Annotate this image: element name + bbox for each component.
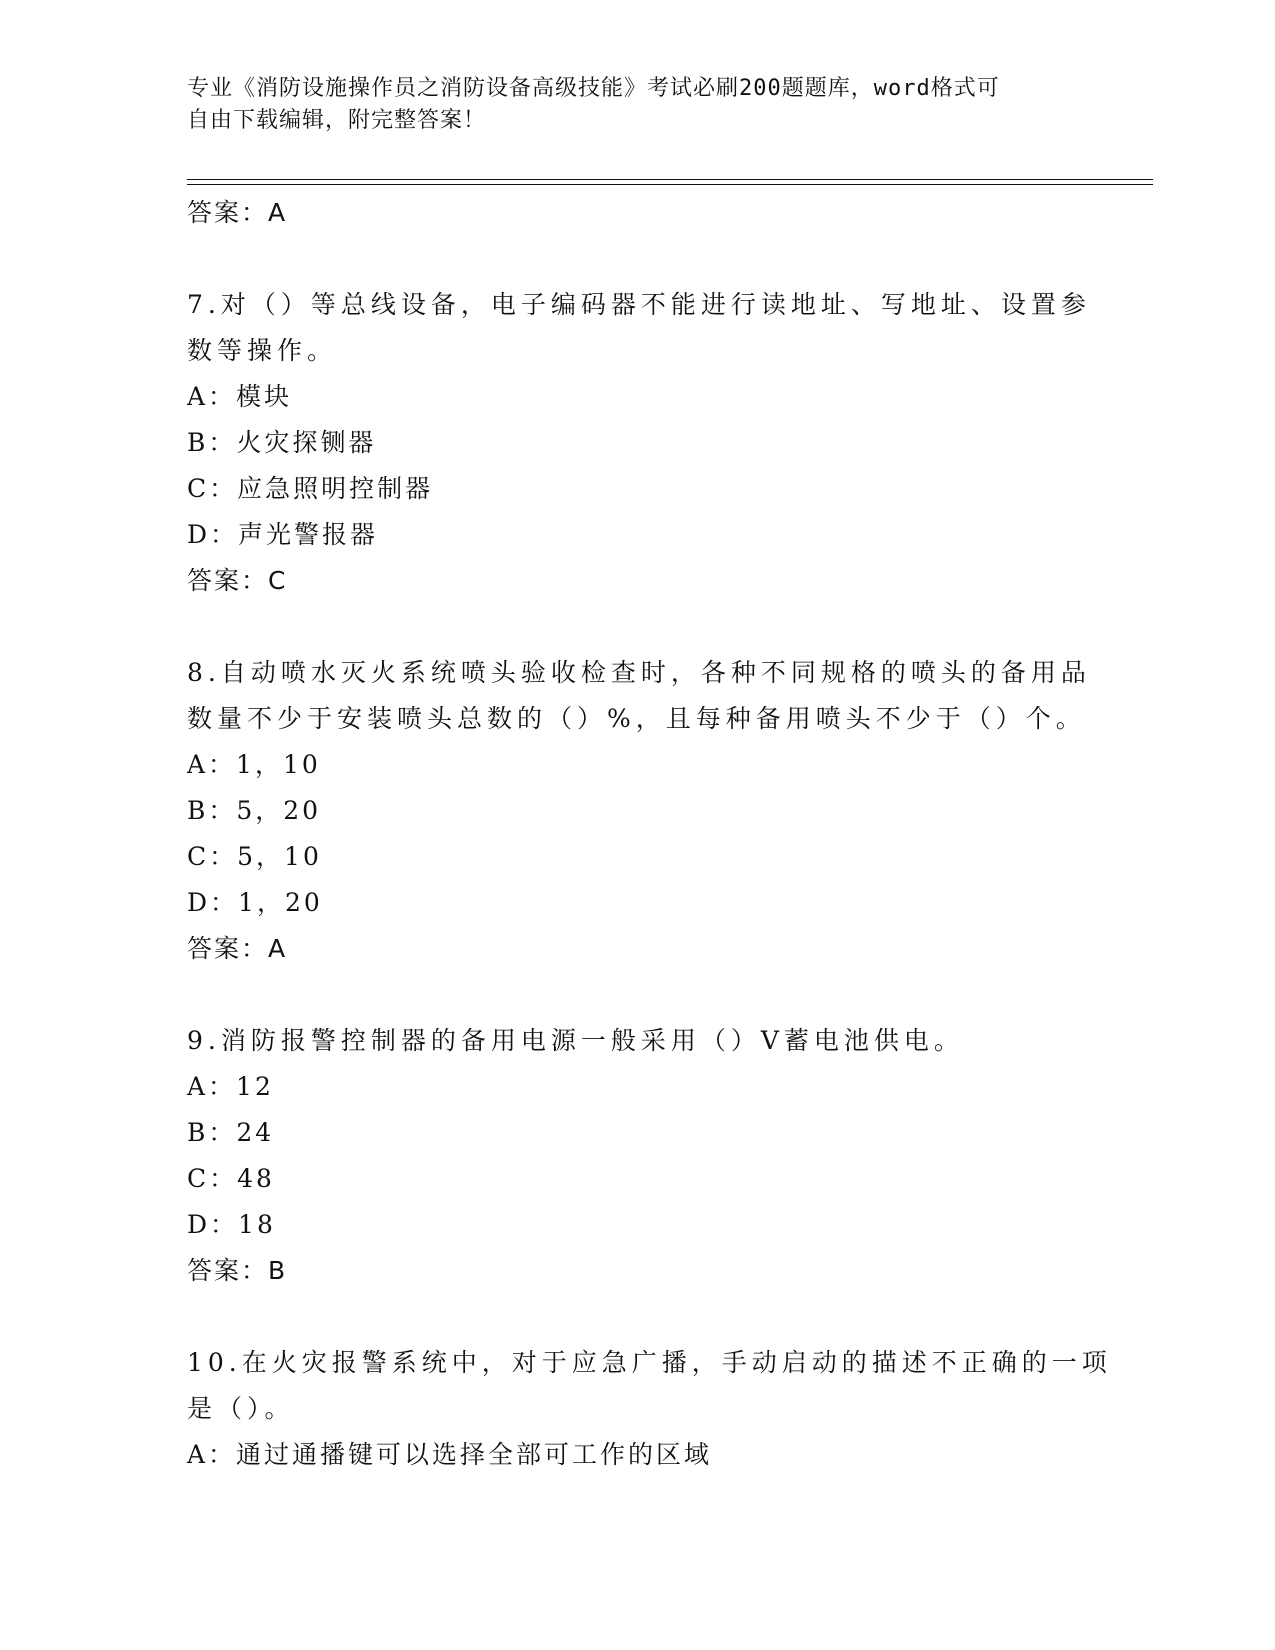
option-b: B：火灾探铡器 bbox=[187, 428, 377, 457]
question-content bbox=[187, 190, 1112, 1478]
question-text: 是（）。 bbox=[187, 1394, 295, 1423]
spacer bbox=[187, 236, 1087, 282]
option-b: B：24 bbox=[187, 1118, 275, 1147]
option-d: D：声光警报器 bbox=[187, 520, 379, 549]
question-text: 8.自动喷水灭火系统喷头验收检查时，各种不同规格的喷头的备用品 bbox=[187, 658, 1091, 687]
header-line-1: 专业《消防设施操作员之消防设备高级技能》考试必刷200题题库，word格式可 bbox=[187, 76, 1000, 101]
header-divider-top bbox=[187, 179, 1153, 180]
header-divider-bottom bbox=[187, 184, 1153, 185]
header-line-2: 自由下载编辑，附完整答案！ bbox=[187, 108, 487, 133]
option-c: C：5，10 bbox=[187, 842, 322, 871]
question-text: 数量不少于安装喷头总数的（）%，且每种备用喷头不少于（）个。 bbox=[187, 704, 1086, 733]
document-header bbox=[187, 73, 1067, 137]
question-text: 7.对（）等总线设备，电子编码器不能进行读地址、写地址、设置参 bbox=[187, 290, 1091, 319]
option-a: A：12 bbox=[187, 1072, 274, 1101]
question-text: 10.在火灾报警系统中，对于应急广播，手动启动的描述不正确的一项 bbox=[187, 1348, 1112, 1377]
option-b: B：5，20 bbox=[187, 796, 322, 825]
answer-label: 答案：A bbox=[187, 198, 288, 227]
spacer bbox=[187, 972, 1087, 1018]
answer-label: 答案：B bbox=[187, 1256, 288, 1285]
question-9 bbox=[187, 1018, 1087, 1294]
option-c: C：48 bbox=[187, 1164, 275, 1193]
option-a: A：通过通播键可以选择全部可工作的区域 bbox=[187, 1440, 713, 1469]
question-8 bbox=[187, 650, 1091, 972]
spacer bbox=[187, 1294, 1087, 1340]
option-d: D：18 bbox=[187, 1210, 276, 1239]
option-c: C：应急照明控制器 bbox=[187, 474, 434, 503]
option-a: A：1，10 bbox=[187, 750, 321, 779]
question-text: 9.消防报警控制器的备用电源一般采用（）V蓄电池供电。 bbox=[187, 1026, 964, 1055]
option-d: D：1，20 bbox=[187, 888, 323, 917]
option-a: A：模块 bbox=[187, 382, 293, 411]
answer-label: 答案：C bbox=[187, 566, 288, 595]
answer-label: 答案：A bbox=[187, 934, 288, 963]
spacer bbox=[187, 604, 1087, 650]
question-10 bbox=[187, 1340, 1112, 1478]
question-text: 数等操作。 bbox=[187, 336, 338, 365]
question-7 bbox=[187, 282, 1091, 604]
